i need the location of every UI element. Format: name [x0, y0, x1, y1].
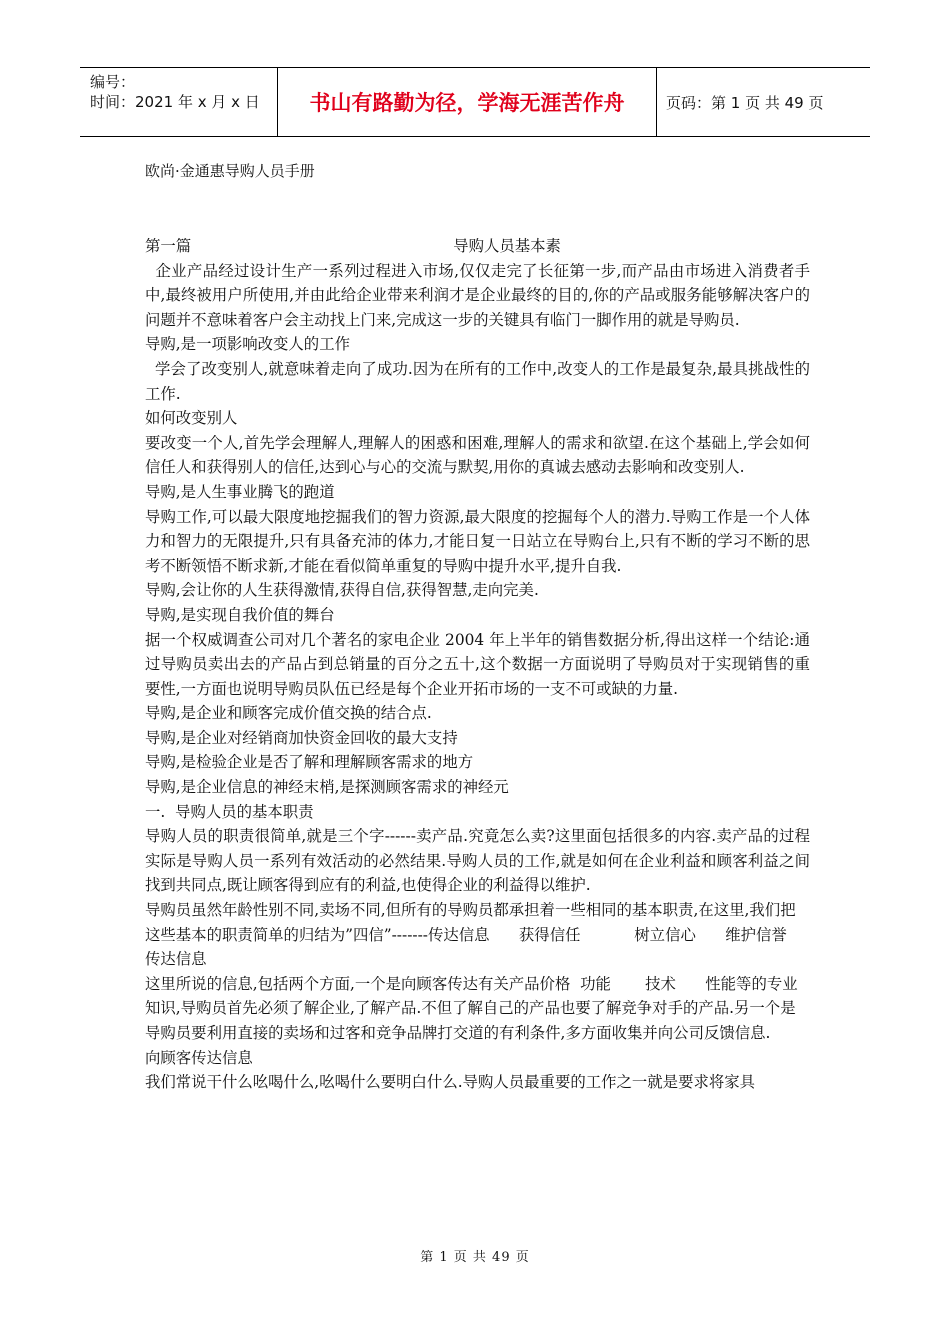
document-title: 欧尚·金通惠导购人员手册: [145, 162, 315, 180]
section-heading: 如何改变别人: [145, 409, 238, 428]
page-footer: 第 1 页 共 49 页: [420, 1250, 530, 1265]
header-table: [80, 67, 870, 137]
section-heading: 导购,是一项影响改变人的工作: [145, 335, 350, 354]
chapter-title: 导购人员基本素: [453, 237, 561, 255]
section-heading: 一. 导购人员的基本职责: [145, 802, 314, 821]
paragraph: 导购人员的职责很简单,就是三个字------卖产品.究竟怎么卖?这里面包括很多的内容.卖产品的过程实际是导购人员一系列有效活动的必然结果.导购人员的工作,就是如何在企业利益和顾客利益之间找到共同点,既让顾客得到应有的利益,也使得企业的利益得以维护.: [145, 827, 810, 895]
paragraph: 导购工作,可以最大限度地挖掘我们的智力资源,最大限度的挖掘每个人的潜力.导购工作是一个人体力和智力的无限提升,只有具备充沛的体力,才能日复一日站立在导购台上,只有不断的学习不断的思考不断领悟不断求新,才能在看似简单重复的导购中提升水平,提升自我.: [145, 507, 810, 575]
paragraph: 导购,是企业对经销商加快资金回收的最大支持: [145, 728, 458, 747]
section-heading: 传达信息: [145, 950, 207, 969]
paragraph: 学会了改变别人,就意味着走向了成功.因为在所有的工作中,改变人的工作是最复杂,最具挑战性的工作.: [145, 359, 810, 403]
section-heading: 导购,是人生事业腾飞的跑道: [145, 482, 335, 501]
paragraph: 导购,是检验企业是否了解和理解顾客需求的地方: [145, 753, 474, 772]
section-heading: 向顾客传达信息: [145, 1048, 253, 1067]
paragraph: 这里所说的信息,包括两个方面,一个是向顾客传达有关产品价格 功能 技术 性能等的专业知识,导购员首先必须了解企业,了解产品.不但了解自己的产品也要了解竞争对手的产品.另一个是导购员要利用直接的卖场和过客和竞争品牌打交道的有利条件,多方面收集并向公司反馈信息.: [145, 974, 798, 1042]
page-info: 页码：第 1 页 共 49 页: [666, 93, 824, 112]
paragraph: 导购,是企业信息的神经末梢,是探测顾客需求的神经元: [145, 778, 509, 797]
paragraph: 企业产品经过设计生产一系列过程进入市场,仅仅走完了长征第一步,而产品由市场进入消费者手中,最终被用户所使用,并由此给企业带来利润才是企业最终的目的,你的产品或服务能够解决客户的问题并不意味着客户会主动找上门来,完成这一步的关键具有临门一脚作用的就是导购员.: [145, 261, 810, 329]
header-meta-cell: [80, 68, 278, 136]
chapter-number: 第一篇: [145, 237, 192, 255]
paragraph: 我们常说干什么吆喝什么,吆喝什么要明白什么.导购人员最重要的工作之一就是要求将家具: [145, 1073, 756, 1092]
chapter-heading: [145, 234, 810, 259]
paragraph: 导购员虽然年龄性别不同,卖场不同,但所有的导购员都承担着一些相同的基本职责,在这里,我们把这些基本的职责简单的归结为”四信”-------传达信息 获得信任 树立信心 维护信誉: [145, 901, 796, 944]
number-label: 编号：: [90, 73, 136, 91]
document-body: [145, 234, 810, 1095]
section-heading: 导购,是实现自我价值的舞台: [145, 605, 335, 624]
paragraph: 据一个权威调查公司对几个著名的家电企业 2004 年上半年的销售数据分析,得出这样一个结论:通过导购员卖出去的产品占到总销量的百分之五十,这个数据一方面说明了导购员对于实现销售的重要性,一方面也说明导购员队伍已经是每个企业开拓市场的一支不可或缺的力量.: [145, 630, 810, 698]
paragraph: 导购,是企业和顾客完成价值交换的结合点.: [145, 704, 432, 723]
paragraph: 要改变一个人,首先学会理解人,理解人的困惑和困难,理解人的需求和欲望.在这个基础上,学会如何信任人和获得别人的信任,达到心与心的交流与默契,用你的真诚去感动去影响和改变别人.: [145, 433, 810, 477]
motto: 书山有路勤为径，学海无涯苦作舟: [278, 68, 657, 136]
date-label: 时间：2021 年 x 月 x 日: [90, 93, 260, 111]
paragraph: 导购,会让你的人生获得激情,获得自信,获得智慧,走向完美.: [145, 581, 539, 600]
